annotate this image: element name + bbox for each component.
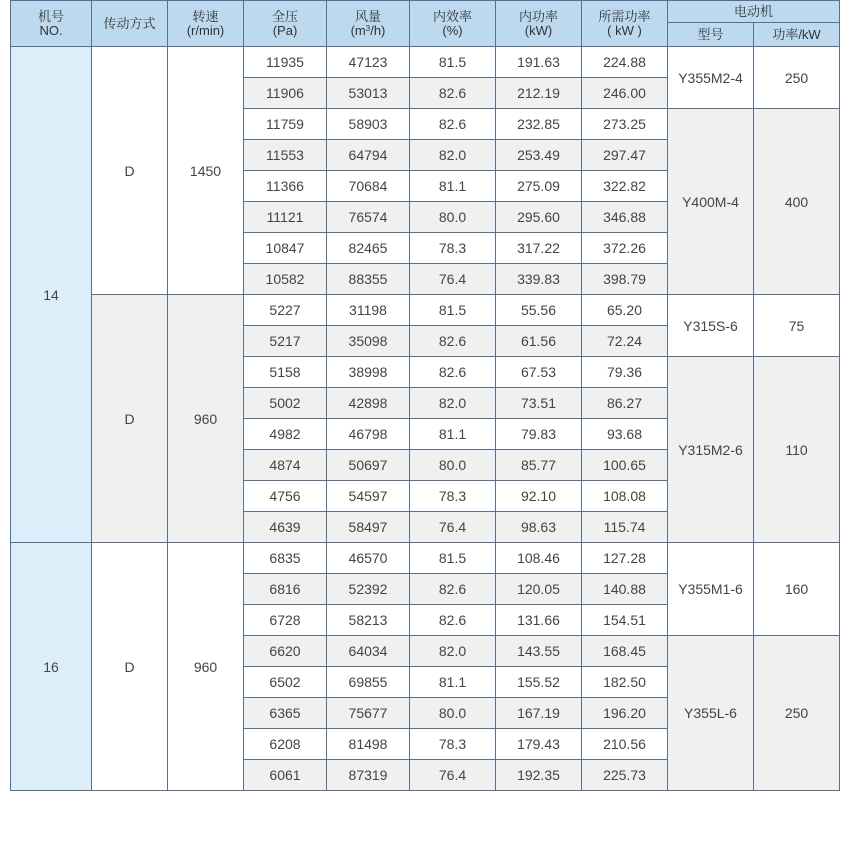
efficiency-cell: 78.3 (410, 233, 496, 264)
required-power-cell: 196.20 (582, 698, 668, 729)
efficiency-cell: 76.4 (410, 760, 496, 791)
pressure-cell: 11553 (244, 140, 327, 171)
pressure-cell: 6502 (244, 667, 327, 698)
internal-power-cell: 85.77 (496, 450, 582, 481)
flow-cell: 58497 (327, 512, 410, 543)
flow-cell: 81498 (327, 729, 410, 760)
flow-cell: 82465 (327, 233, 410, 264)
pressure-cell: 6728 (244, 605, 327, 636)
required-power-cell: 372.26 (582, 233, 668, 264)
motor-type-cell: Y400M-4 (668, 109, 754, 295)
motor-power-cell: 250 (754, 47, 840, 109)
motor-power-cell: 110 (754, 357, 840, 543)
col-header-model-no (11, 1, 92, 47)
required-power-cell: 108.08 (582, 481, 668, 512)
required-power-cell: 93.68 (582, 419, 668, 450)
drive-cell: D (92, 295, 168, 543)
efficiency-cell: 82.6 (410, 574, 496, 605)
flow-cell: 52392 (327, 574, 410, 605)
required-power-cell: 127.28 (582, 543, 668, 574)
motor-power-cell: 250 (754, 636, 840, 791)
efficiency-cell: 82.6 (410, 605, 496, 636)
col-header-pressure-label: 全压 (271, 8, 298, 24)
table-body (11, 47, 840, 791)
efficiency-cell: 80.0 (410, 202, 496, 233)
flow-cell: 47123 (327, 47, 410, 78)
col-header-model-no-cn: 机号 (37, 8, 64, 24)
col-header-efficiency-unit: (%) (442, 22, 463, 38)
fan-performance-table (10, 0, 840, 791)
efficiency-cell: 78.3 (410, 729, 496, 760)
efficiency-cell: 81.1 (410, 419, 496, 450)
flow-cell: 53013 (327, 78, 410, 109)
internal-power-cell: 253.49 (496, 140, 582, 171)
pressure-cell: 4639 (244, 512, 327, 543)
flow-unit-pre: (m (350, 22, 366, 38)
flow-cell: 54597 (327, 481, 410, 512)
col-header-drive: 传动方式 (92, 1, 168, 47)
internal-power-cell: 179.43 (496, 729, 582, 760)
internal-power-cell: 143.55 (496, 636, 582, 667)
internal-power-cell: 339.83 (496, 264, 582, 295)
flow-cell: 42898 (327, 388, 410, 419)
required-power-cell: 398.79 (582, 264, 668, 295)
col-header-flow-unit (351, 23, 386, 38)
internal-power-cell: 212.19 (496, 78, 582, 109)
table-row (11, 47, 840, 78)
drive-cell: D (92, 543, 168, 791)
pressure-cell: 11366 (244, 171, 327, 202)
efficiency-cell: 81.5 (410, 543, 496, 574)
col-header-required-power-unit: ( kW ) (607, 22, 642, 38)
col-header-internal-power-label: 内功率 (518, 8, 558, 24)
efficiency-cell: 82.0 (410, 388, 496, 419)
internal-power-cell: 295.60 (496, 202, 582, 233)
col-header-required-power-label: 所需功率 (598, 8, 651, 24)
efficiency-cell: 78.3 (410, 481, 496, 512)
efficiency-cell: 76.4 (410, 512, 496, 543)
col-header-speed (168, 1, 244, 47)
model-no-cell: 14 (11, 47, 92, 543)
internal-power-cell: 79.83 (496, 419, 582, 450)
flow-cell: 58903 (327, 109, 410, 140)
speed-cell: 1450 (168, 47, 244, 295)
internal-power-cell: 191.63 (496, 47, 582, 78)
pressure-cell: 10847 (244, 233, 327, 264)
col-header-flow-label: 风量 (354, 8, 381, 24)
pressure-cell: 4874 (244, 450, 327, 481)
pressure-cell: 4756 (244, 481, 327, 512)
internal-power-cell: 55.56 (496, 295, 582, 326)
col-header-internal-power (496, 1, 582, 47)
efficiency-cell: 82.0 (410, 140, 496, 171)
required-power-cell: 322.82 (582, 171, 668, 202)
flow-cell: 58213 (327, 605, 410, 636)
efficiency-cell: 82.6 (410, 78, 496, 109)
motor-power-cell: 75 (754, 295, 840, 357)
speed-cell: 960 (168, 295, 244, 543)
flow-cell: 69855 (327, 667, 410, 698)
motor-type-cell: Y315S-6 (668, 295, 754, 357)
motor-type-cell: Y355L-6 (668, 636, 754, 791)
pressure-cell: 5227 (244, 295, 327, 326)
efficiency-cell: 81.5 (410, 295, 496, 326)
flow-cell: 87319 (327, 760, 410, 791)
pressure-cell: 6835 (244, 543, 327, 574)
efficiency-cell: 81.5 (410, 47, 496, 78)
required-power-cell: 115.74 (582, 512, 668, 543)
table-row (11, 295, 840, 326)
required-power-cell: 86.27 (582, 388, 668, 419)
flow-cell: 50697 (327, 450, 410, 481)
flow-cell: 75677 (327, 698, 410, 729)
col-header-flow (327, 1, 410, 47)
internal-power-cell: 61.56 (496, 326, 582, 357)
efficiency-cell: 80.0 (410, 450, 496, 481)
required-power-cell: 168.45 (582, 636, 668, 667)
efficiency-cell: 81.1 (410, 171, 496, 202)
flow-cell: 64034 (327, 636, 410, 667)
efficiency-cell: 81.1 (410, 667, 496, 698)
pressure-cell: 5158 (244, 357, 327, 388)
efficiency-cell: 80.0 (410, 698, 496, 729)
pressure-cell: 6061 (244, 760, 327, 791)
pressure-cell: 6816 (244, 574, 327, 605)
required-power-cell: 140.88 (582, 574, 668, 605)
required-power-cell: 72.24 (582, 326, 668, 357)
required-power-cell: 273.25 (582, 109, 668, 140)
required-power-cell: 65.20 (582, 295, 668, 326)
internal-power-cell: 275.09 (496, 171, 582, 202)
flow-cell: 64794 (327, 140, 410, 171)
motor-power-cell: 400 (754, 109, 840, 295)
speed-cell: 960 (168, 543, 244, 791)
flow-unit-post: /h) (370, 22, 386, 38)
pressure-cell: 11935 (244, 47, 327, 78)
flow-cell: 70684 (327, 171, 410, 202)
col-header-speed-unit: (r/min) (186, 22, 225, 38)
required-power-cell: 246.00 (582, 78, 668, 109)
motor-power-cell: 160 (754, 543, 840, 636)
flow-cell: 38998 (327, 357, 410, 388)
pressure-cell: 11121 (244, 202, 327, 233)
required-power-cell: 225.73 (582, 760, 668, 791)
internal-power-cell: 317.22 (496, 233, 582, 264)
efficiency-cell: 82.6 (410, 326, 496, 357)
pressure-cell: 6620 (244, 636, 327, 667)
flow-unit-sup: 3 (365, 23, 371, 33)
efficiency-cell: 82.0 (410, 636, 496, 667)
required-power-cell: 182.50 (582, 667, 668, 698)
pressure-cell: 6208 (244, 729, 327, 760)
internal-power-cell: 92.10 (496, 481, 582, 512)
internal-power-cell: 67.53 (496, 357, 582, 388)
internal-power-cell: 131.66 (496, 605, 582, 636)
col-header-pressure-unit: (Pa) (272, 22, 298, 38)
internal-power-cell: 155.52 (496, 667, 582, 698)
motor-type-cell: Y315M2-6 (668, 357, 754, 543)
col-header-motor: 电动机 (668, 1, 840, 23)
pressure-cell: 5217 (244, 326, 327, 357)
pressure-cell: 6365 (244, 698, 327, 729)
internal-power-cell: 108.46 (496, 543, 582, 574)
col-header-efficiency (410, 1, 496, 47)
col-header-required-power (582, 1, 668, 47)
required-power-cell: 210.56 (582, 729, 668, 760)
col-header-motor-type: 型号 (668, 23, 754, 47)
required-power-cell: 224.88 (582, 47, 668, 78)
col-header-model-no-en: NO. (39, 22, 63, 38)
required-power-cell: 100.65 (582, 450, 668, 481)
col-header-speed-label: 转速 (192, 8, 219, 24)
internal-power-cell: 98.63 (496, 512, 582, 543)
col-header-efficiency-label: 内效率 (432, 8, 472, 24)
col-header-pressure (244, 1, 327, 47)
pressure-cell: 5002 (244, 388, 327, 419)
flow-cell: 76574 (327, 202, 410, 233)
internal-power-cell: 120.05 (496, 574, 582, 605)
required-power-cell: 79.36 (582, 357, 668, 388)
flow-cell: 46798 (327, 419, 410, 450)
table-row (11, 543, 840, 574)
internal-power-cell: 192.35 (496, 760, 582, 791)
required-power-cell: 346.88 (582, 202, 668, 233)
col-header-internal-power-unit: (kW) (524, 22, 553, 38)
flow-cell: 35098 (327, 326, 410, 357)
motor-type-cell: Y355M2-4 (668, 47, 754, 109)
model-no-cell: 16 (11, 543, 92, 791)
drive-cell: D (92, 47, 168, 295)
pressure-cell: 11906 (244, 78, 327, 109)
efficiency-cell: 82.6 (410, 357, 496, 388)
pressure-cell: 4982 (244, 419, 327, 450)
motor-type-cell: Y355M1-6 (668, 543, 754, 636)
required-power-cell: 297.47 (582, 140, 668, 171)
efficiency-cell: 82.6 (410, 109, 496, 140)
col-header-motor-power: 功率/kW (754, 23, 840, 47)
pressure-cell: 11759 (244, 109, 327, 140)
internal-power-cell: 167.19 (496, 698, 582, 729)
flow-cell: 31198 (327, 295, 410, 326)
flow-cell: 46570 (327, 543, 410, 574)
internal-power-cell: 232.85 (496, 109, 582, 140)
internal-power-cell: 73.51 (496, 388, 582, 419)
flow-cell: 88355 (327, 264, 410, 295)
required-power-cell: 154.51 (582, 605, 668, 636)
efficiency-cell: 76.4 (410, 264, 496, 295)
table-header (11, 1, 840, 47)
pressure-cell: 10582 (244, 264, 327, 295)
